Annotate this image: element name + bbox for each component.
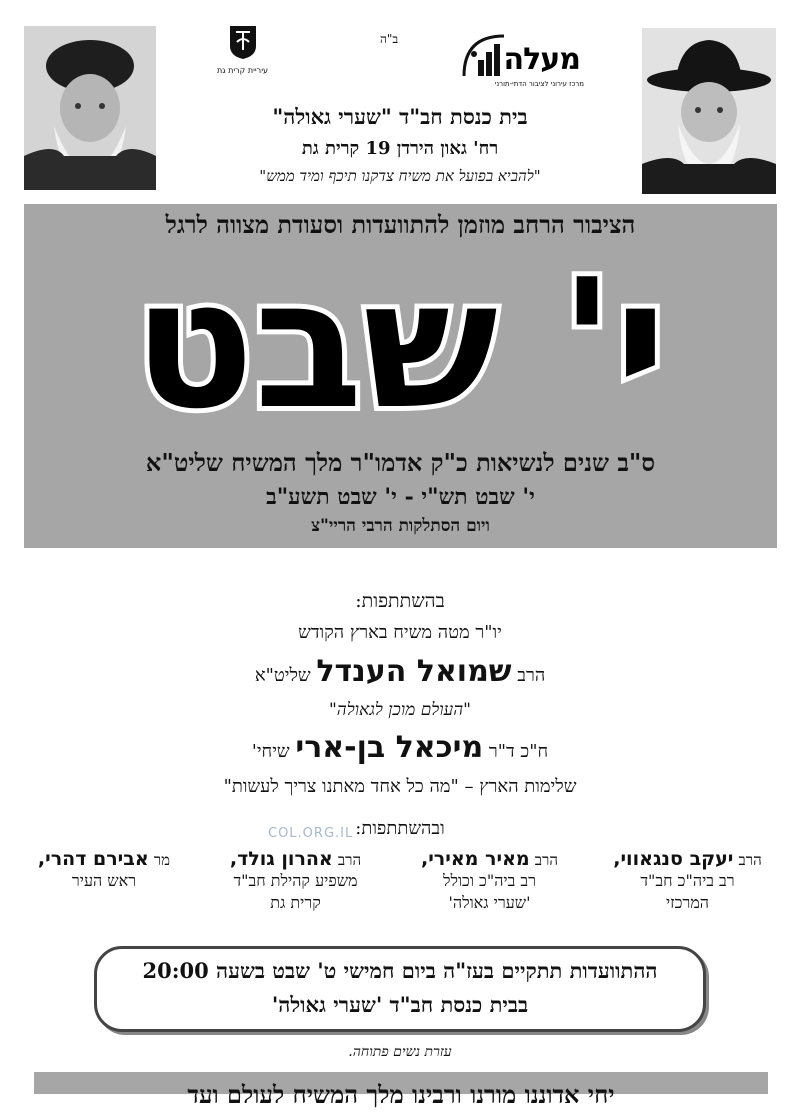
- rabbi-title: הרב: [738, 851, 762, 869]
- speaker2-suffix: שיחי': [251, 741, 290, 762]
- speaker1-topic: "העולם מוכן לגאולה": [328, 700, 472, 720]
- rabbi-card: [392, 848, 587, 914]
- womens-section-note: עזרת נשים פתוחה.: [348, 1044, 452, 1060]
- speaker2-line: [0, 730, 800, 765]
- leadership-years: ס"ב שנים לנשיאות כ"ק אדמו"ר מלך המשיח שליט"א: [145, 448, 656, 477]
- event-time: ההתוועדות תתקיים בעז"ה ביום חמישי ט' שבט בשעה 20:00: [142, 958, 658, 983]
- org-logo-tagline: מרכז עירוני לציבור הדתי-תורני: [494, 80, 584, 88]
- rabbi-title: הרב: [337, 851, 362, 869]
- rabbi-role-2: המרכזי: [665, 893, 710, 912]
- rabbi-name: מאיר מאירי,: [421, 848, 530, 870]
- city-logo-caption: עיריית קרית גת: [216, 66, 268, 75]
- bh-mark: ב"ה: [380, 32, 399, 46]
- speaker1-suffix: שליט"א: [254, 665, 311, 686]
- speaker1-name: שמואל הענדל: [316, 654, 512, 689]
- city-crest-icon: [228, 24, 258, 60]
- portrait-image: [642, 28, 776, 194]
- speaker1-prefix: הרב: [517, 665, 546, 686]
- speaker2-prefix: ח"כ ד"ר: [488, 741, 549, 762]
- event-title-text: י' שבט: [133, 241, 667, 448]
- participation-heading: בהשתתפות:: [355, 590, 445, 612]
- mayor-role: ראש העיר: [71, 871, 137, 890]
- watermark: COL.ORG.IL: [268, 826, 354, 841]
- rabbi-role-2: 'שערי גאולה': [448, 893, 531, 912]
- yahrzeit-line: ויום הסתלקות הרבי הריי"צ: [311, 516, 490, 536]
- rabbi-role: רב ביה"כ חב"ד: [640, 871, 735, 890]
- rabbi-title: הרב: [534, 851, 558, 869]
- mayor-name: אבירם דהרי,: [37, 848, 149, 870]
- event-location: בבית כנסת חב"ד 'שערי גאולה': [271, 992, 529, 1017]
- also-participating-heading: ובהשתתפות:: [355, 818, 445, 839]
- rabbi-role: משפיע קהילת חב"ד: [233, 871, 358, 890]
- date-range: י' שבט תש"י - י' שבט תשע"ב: [266, 484, 535, 510]
- rabbi-name: יעקב סנגאווי,: [613, 848, 734, 870]
- event-title-graphic: [24, 240, 777, 448]
- speaker2-topic: שלימות הארץ – "מה כל אחד מאתנו צריך לעשות": [223, 776, 577, 797]
- venue-name: בית כנסת חב"ד "שערי גאולה": [272, 104, 528, 129]
- rabbi-role-2: קרית גת: [270, 893, 321, 912]
- org-logo: [460, 30, 588, 94]
- mayor-card: [14, 848, 194, 892]
- ladder-figure-icon: [460, 30, 508, 78]
- event-title: [24, 240, 777, 448]
- invite-line: הציבור הרחב מוזמן להתוועדות וסעודת מצווה לרגל: [165, 210, 636, 239]
- portrait-image: [24, 26, 156, 190]
- speaker1-line: [0, 654, 800, 689]
- rabbi-card: [590, 848, 785, 914]
- rabbi-name: אהרון גולד,: [229, 848, 333, 870]
- city-logo: [218, 24, 268, 75]
- speaker1-role: יו"ר מטה משיח בארץ הקודש: [298, 622, 502, 643]
- rebbe-rayatz-photo: [24, 26, 156, 190]
- mayor-title: מר: [153, 851, 171, 869]
- bottom-banner: [34, 1072, 768, 1109]
- venue-address: רח' גאון הירדן 19 קרית גת: [301, 138, 499, 159]
- slogan: "להביא בפועל את משיח צדקנו תיכף ומיד ממש": [259, 167, 541, 185]
- rabbi-role: רב ביה"כ וכולל: [442, 871, 536, 890]
- bottom-banner-text: יחי אדוננו מורנו ורבינו מלך המשיח לעולם ועד: [187, 1080, 615, 1109]
- rabbi-card: [198, 848, 393, 914]
- rebbe-photo: [642, 28, 776, 194]
- speaker2-name: מיכאל בן-ארי: [295, 730, 484, 765]
- org-logo-word: מעלה: [503, 42, 580, 77]
